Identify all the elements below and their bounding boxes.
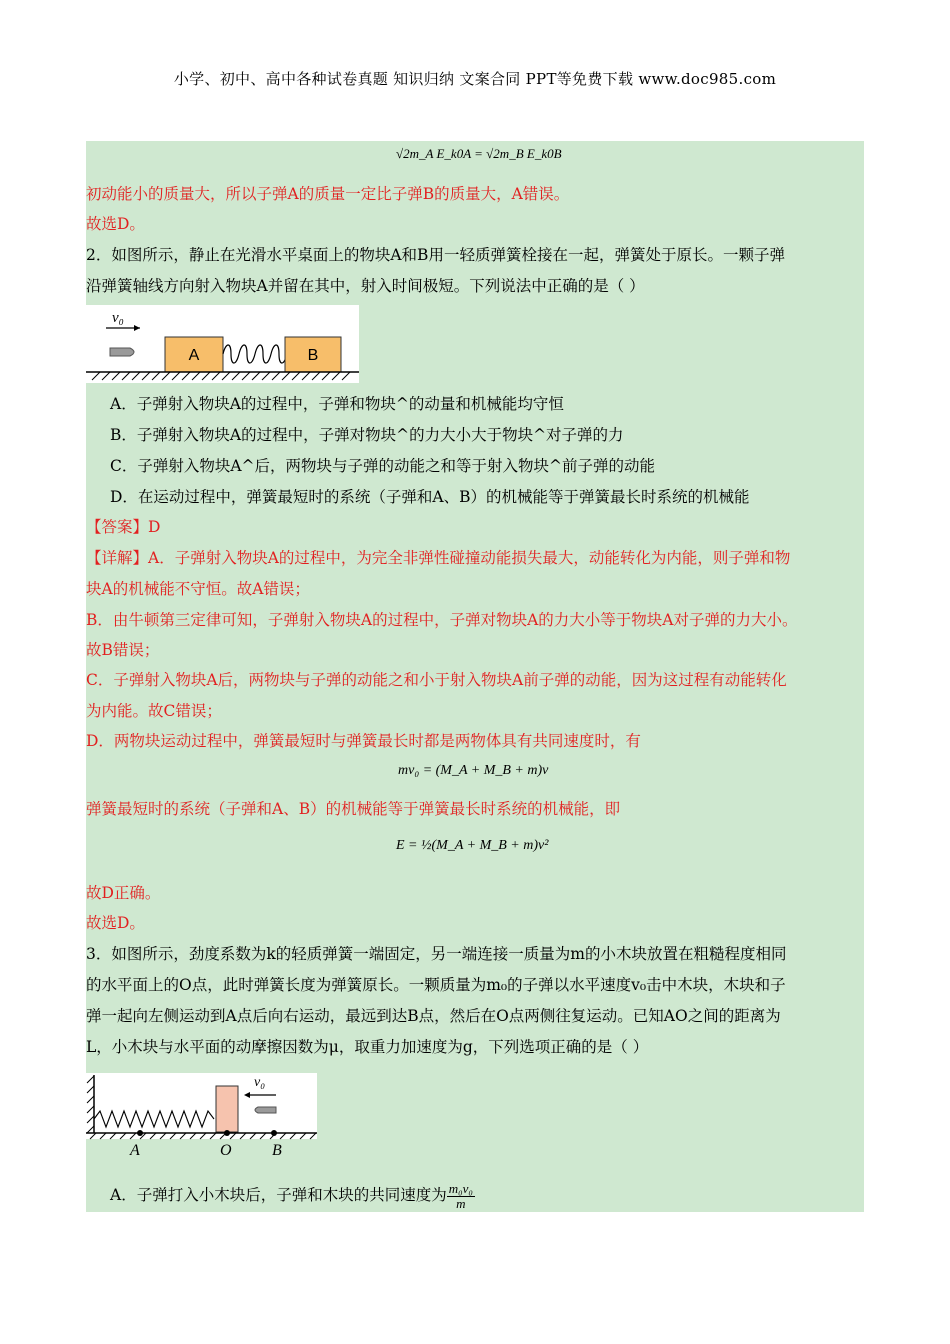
q3-v0-label: v₀ [254,1075,266,1090]
q2-detail-correct: 故D正确。 [86,884,161,902]
q2-equation-energy: E = ½(M_A + M_B + m)v² [396,838,549,853]
q2-detail-line7: D．两物块运动过程中，弹簧最短时与弹簧最长时都是两物体具有共同速度时，有 [86,732,641,750]
q2-option-c: C．子弹射入物块A^后，两物块与子弹的动能之和等于射入物块^前子弹的动能 [110,457,656,475]
q2-figure [86,305,359,383]
q2-equation-momentum: mv₀ = (M_A + M_B + m)v [398,763,549,778]
prev-choose: 故选D。 [86,215,145,233]
q2-detail-line1 [86,548,790,568]
fraction-numerator: m₀v₀ [448,1180,473,1196]
q2-figure-svg [86,305,359,383]
q3-option-a-text: A．子弹打入小木块后，子弹和木块的共同速度为 [110,1186,447,1204]
block-b-label: B [307,347,319,364]
formula-text: √2m_A E_k0A = √2m_B E_k0B [396,146,562,161]
q3-stem-line4: L，小木块与水平面的动摩擦因数为μ，取重力加速度为g，下列选项正确的是（ ） [86,1038,649,1056]
q2-stem-line1: 2．如图所示，静止在光滑水平桌面上的物块A和B用一轻质弹簧栓接在一起，弹簧处于原长。一颗子弹 [86,246,785,264]
block-a-label: A [188,347,200,364]
q3-stem-line2: 的水平面上的O点，此时弹簧长度为弹簧原长。一颗质量为m₀的子弹以水平速度v₀击中木块，木块和子 [86,976,786,994]
point-o-label: O [220,1142,232,1159]
q2-detail-line4: 故B错误； [86,641,160,659]
page-header: 小学、初中、高中各种试卷真题 知识归纳 文案合同 PPT等免费下载 www.doc985.com [173,70,777,88]
q3-stem-line1: 3．如图所示，劲度系数为k的轻质弹簧一端固定，另一端连接一质量为m的小木块放置在粗糙程度相同 [86,945,787,963]
point-b-dot [271,1130,277,1136]
q2-stem-line2: 沿弹簧轴线方向射入物块A并留在其中，射入时间极短。下列说法中正确的是（ ） [86,277,645,295]
q2-option-b: B．子弹射入物块A的过程中，子弹对物块^的力大小大于物块^对子弹的力 [110,426,624,444]
q2-option-d: D．在运动过程中，弹簧最短时的系统（子弹和A、B）的机械能等于弹簧最长时系统的机械能 [110,488,750,506]
q2-choose: 故选D。 [86,914,145,932]
bullet-icon [255,1107,276,1113]
q3-option-a-fraction [447,1182,475,1211]
point-a-label: A [130,1142,140,1159]
q2-detail-line5: C．子弹射入物块A后，两物块与子弹的动能之和小于射入物块A前子弹的动能，因为这过程有动能转化 [86,671,787,689]
q2-detail-line6: 为内能。故C错误； [86,702,222,720]
q3-figure-svg [86,1073,317,1159]
q2-v0-label: v₀ [112,310,124,326]
detail-tag: 【详解】 [86,549,149,567]
q3-figure [86,1073,317,1159]
q2-detail-energy: 弹簧最短时的系统（子弹和A、B）的机械能等于弹簧最长时系统的机械能，即 [86,800,621,818]
point-a-dot [137,1130,143,1136]
prev-conclusion: 初动能小的质量大，所以子弹A的质量一定比子弹B的质量大，A错误。 [86,185,570,203]
q3-stem-line3: 弹一起向左侧运动到A点后向右运动，最远到达B点，然后在O点两侧往复运动。已知AO之间的距离为 [86,1007,781,1025]
fraction-denominator: m [456,1195,466,1211]
detail-text: A．子弹射入物块A的过程中，为完全非弹性碰撞动能损失最大，动能转化为内能，则子弹和物 [148,549,791,567]
bullet-icon [110,348,134,356]
formula-sqrt [396,146,562,162]
q2-detail-line3: B．由牛顿第三定律可知，子弹射入物块A的过程中，子弹对物块A的力大小等于物块A对子弹的力大小。 [86,611,798,629]
q3-option-a [110,1180,475,1211]
q2-option-a: A．子弹射入物块A的过程中，子弹和物块^的动量和机械能均守恒 [110,395,564,413]
q2-answer: 【答案】D [86,518,161,536]
q2-detail-line2: 块A的机械能不守恒。故A错误； [86,580,310,598]
wood-block [216,1086,238,1132]
point-o-dot [224,1130,230,1136]
point-b-label: B [272,1142,282,1159]
